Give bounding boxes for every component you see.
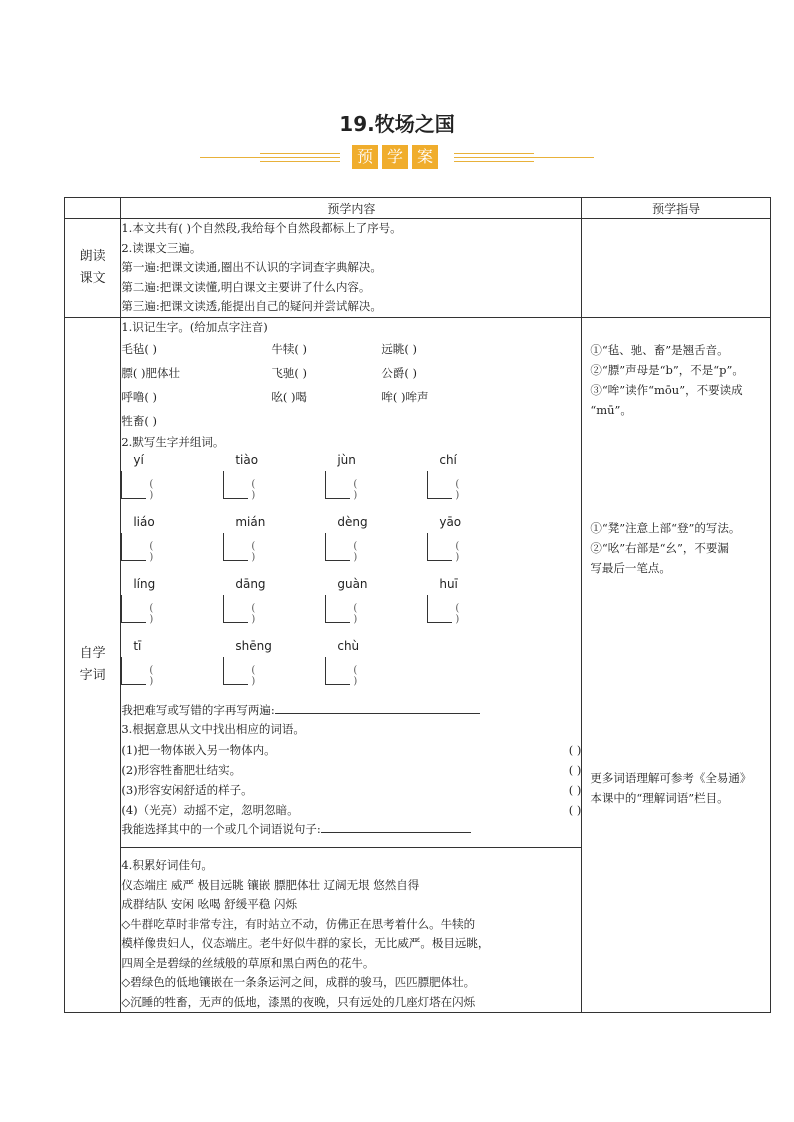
banner-char: 学 bbox=[382, 145, 408, 169]
guide-line: ①“凳”注意上部“登”的写法。 bbox=[590, 520, 741, 535]
q4-sentence: 四周全是碧绿的丝绒般的草原和黑白两色的花牛。 bbox=[121, 955, 375, 970]
writing-box[interactable] bbox=[325, 471, 350, 499]
pinyin-label: dèng bbox=[337, 514, 368, 529]
section-label-reading: 朗读 课文 bbox=[65, 219, 121, 318]
pinyin-label: yāo bbox=[439, 514, 462, 529]
pinyin-item bbox=[325, 515, 427, 577]
word-blank[interactable]: ( ) bbox=[149, 664, 176, 687]
banner-char: 预 bbox=[352, 145, 378, 169]
pinyin-item bbox=[325, 453, 427, 515]
reading-line: 第一遍:把课文读通,圈出不认识的字词查字典解决。 bbox=[121, 260, 382, 274]
writing-box[interactable] bbox=[121, 533, 146, 561]
q3-item: (1)把一物体嵌入另一物体内。 ( ) bbox=[121, 740, 581, 760]
word-item: 飞驰( ) bbox=[271, 366, 307, 380]
writing-box[interactable] bbox=[121, 595, 146, 623]
q3-sentence: 我能选择其中的一个或几个词语说句子: bbox=[121, 820, 581, 840]
header-guide: 预学指导 bbox=[582, 198, 771, 219]
pinyin-item bbox=[121, 515, 223, 577]
word-blank[interactable]: ( ) bbox=[149, 478, 176, 501]
writing-box[interactable] bbox=[121, 657, 146, 685]
q4-words: 成群结队 安闲 吆喝 舒缓平稳 闪烁 bbox=[121, 897, 297, 911]
pinyin-item bbox=[427, 577, 529, 639]
writing-box[interactable] bbox=[427, 595, 452, 623]
writing-box[interactable] bbox=[223, 471, 248, 499]
pinyin-item bbox=[325, 577, 427, 639]
word-blank[interactable]: ( ) bbox=[251, 478, 278, 501]
pinyin-label: huī bbox=[439, 576, 458, 591]
section-label-study: 自学 字词 bbox=[65, 317, 121, 1013]
pinyin-label: yí bbox=[133, 452, 144, 467]
writing-box[interactable] bbox=[427, 471, 452, 499]
q4-sentence: ◇碧绿色的低地镶嵌在一条条运河之间，成群的骏马，匹匹膘肥体壮。 bbox=[121, 975, 476, 989]
page-title: 19.牧场之国 bbox=[339, 112, 455, 136]
answer-blank[interactable]: ( ) bbox=[568, 762, 582, 777]
reading-line: 第二遍:把课文读懂,明白课文主要讲了什么内容。 bbox=[121, 279, 371, 294]
writing-box[interactable] bbox=[325, 657, 350, 685]
word-blank[interactable]: ( ) bbox=[251, 602, 278, 625]
banner-char: 案 bbox=[412, 145, 438, 169]
pinyin-label: chí bbox=[439, 452, 457, 467]
pinyin-label: shēng bbox=[235, 638, 272, 653]
word-item: 远眺( ) bbox=[381, 342, 417, 356]
word-blank[interactable]: ( ) bbox=[149, 540, 176, 563]
study-content bbox=[121, 317, 582, 1013]
reading-line: 第三遍:把课文读透,能提出自己的疑问并尝试解决。 bbox=[121, 299, 382, 313]
pinyin-label: dāng bbox=[235, 576, 266, 591]
pinyin-row bbox=[121, 515, 581, 577]
pinyin-label: guàn bbox=[337, 576, 368, 591]
pinyin-label: liáo bbox=[133, 514, 155, 529]
q4-sentence: ◇牛群吃草时非常专注，有时站立不动，仿佛正在思考着什么。牛犊的 bbox=[121, 916, 476, 931]
pinyin-item bbox=[121, 577, 223, 639]
q4-title: 4.积累好词佳句。 bbox=[121, 858, 213, 872]
pinyin-label: chù bbox=[337, 638, 360, 653]
guide-line: 更多词语理解可参考《全易通》 bbox=[590, 770, 752, 785]
word-item: 公爵( ) bbox=[381, 366, 417, 380]
word-item: 膘( )肥体壮 bbox=[121, 366, 180, 380]
word-blank[interactable]: ( ) bbox=[353, 478, 380, 501]
pinyin-item bbox=[223, 453, 325, 515]
pinyin-item bbox=[427, 515, 529, 577]
word-blank[interactable]: ( ) bbox=[353, 664, 380, 687]
rewrite-blank[interactable] bbox=[275, 713, 480, 714]
pinyin-item bbox=[427, 453, 529, 515]
q1-words bbox=[121, 337, 581, 433]
pinyin-item bbox=[325, 639, 427, 701]
reading-line: 2.读课文三遍。 bbox=[121, 240, 202, 255]
q1-title: 1.识记生字。(给加点字注音) bbox=[121, 319, 268, 334]
pinyin-row bbox=[121, 577, 581, 639]
q3-item: (4)（光亮）动摇不定，忽明忽暗。 ( ) bbox=[121, 800, 581, 820]
guide-line: “mū”。 bbox=[590, 402, 632, 417]
word-blank[interactable]: ( ) bbox=[455, 540, 482, 563]
reading-content bbox=[121, 219, 582, 318]
guide-line: ③“哞”读作“mōu”，不要读成 bbox=[590, 382, 743, 397]
study-table bbox=[64, 197, 771, 1013]
q3-item: (2)形容牲畜肥壮结实。 ( ) bbox=[121, 760, 581, 780]
banner bbox=[200, 145, 594, 171]
q4-sentence: 模样像贵妇人，仪态端庄。老牛好似牛群的家长，无比威严。极目远眺， bbox=[121, 936, 490, 950]
pinyin-item bbox=[223, 639, 325, 701]
word-item: 呼噜( ) bbox=[121, 390, 157, 404]
study-guide bbox=[582, 317, 771, 1013]
writing-box[interactable] bbox=[427, 533, 452, 561]
reading-guide bbox=[582, 219, 771, 318]
word-blank[interactable]: ( ) bbox=[149, 602, 176, 625]
pinyin-label: mián bbox=[235, 514, 266, 529]
guide-line: ①“毡、驰、畜”是翘舌音。 bbox=[590, 342, 729, 357]
pinyin-label: jùn bbox=[337, 452, 356, 467]
word-item: 吆( )喝 bbox=[271, 390, 307, 404]
word-blank[interactable]: ( ) bbox=[455, 478, 482, 501]
word-blank[interactable]: ( ) bbox=[251, 540, 278, 563]
writing-box[interactable] bbox=[325, 533, 350, 561]
pinyin-item bbox=[121, 453, 223, 515]
pinyin-label: líng bbox=[133, 576, 156, 591]
guide-line: ②“吆”右部是“幺”，不要漏 bbox=[590, 540, 729, 555]
pinyin-row bbox=[121, 639, 581, 701]
pinyin-writing-area bbox=[121, 453, 581, 701]
q2-title: 2.默写生字并组词。 bbox=[121, 435, 225, 449]
word-item: 牛犊( ) bbox=[271, 342, 307, 356]
reading-line: 1.本文共有( )个自然段,我给每个自然段都标上了序号。 bbox=[121, 221, 402, 235]
pinyin-row bbox=[121, 453, 581, 515]
rewrite-line: 我把难写或写错的字再写两遍: bbox=[121, 701, 581, 721]
header-blank bbox=[65, 198, 121, 219]
pinyin-item bbox=[121, 639, 223, 701]
divider bbox=[121, 839, 581, 848]
word-blank[interactable]: ( ) bbox=[251, 664, 278, 687]
word-item: 哞( )哞声 bbox=[381, 390, 429, 404]
word-blank[interactable]: ( ) bbox=[353, 540, 380, 563]
guide-line: 写最后一笔点。 bbox=[590, 560, 671, 575]
q4-words: 仪态端庄 威严 极目远眺 镶嵌 膘肥体壮 辽阔无垠 悠然自得 bbox=[121, 877, 420, 892]
q3-title: 3.根据意思从文中找出相应的词语。 bbox=[121, 722, 305, 736]
writing-box[interactable] bbox=[223, 533, 248, 561]
writing-box[interactable] bbox=[223, 657, 248, 685]
word-item: 牲畜( ) bbox=[121, 414, 157, 428]
pinyin-item bbox=[223, 577, 325, 639]
pinyin-label: tī bbox=[133, 638, 142, 653]
q4-sentence: ◇沉睡的牲畜，无声的低地，漆黑的夜晚，只有远处的几座灯塔在闪烁 bbox=[121, 994, 476, 1009]
word-item: 毛毡( ) bbox=[121, 342, 157, 356]
pinyin-item bbox=[223, 515, 325, 577]
writing-box[interactable] bbox=[121, 471, 146, 499]
writing-box[interactable] bbox=[325, 595, 350, 623]
writing-box[interactable] bbox=[223, 595, 248, 623]
answer-blank[interactable]: ( ) bbox=[568, 782, 582, 797]
q3-item: (3)形容安闲舒适的样子。 ( ) bbox=[121, 780, 581, 800]
sentence-blank[interactable] bbox=[321, 832, 471, 833]
word-blank[interactable]: ( ) bbox=[455, 602, 482, 625]
answer-blank[interactable]: ( ) bbox=[568, 802, 582, 817]
header-content: 预学内容 bbox=[121, 198, 582, 219]
guide-line: ②“膘”声母是“b”，不是“p”。 bbox=[590, 362, 744, 377]
word-blank[interactable]: ( ) bbox=[353, 602, 380, 625]
guide-line: 本课中的“理解词语”栏目。 bbox=[590, 790, 729, 805]
pinyin-label: tiào bbox=[235, 452, 259, 467]
answer-blank[interactable]: ( ) bbox=[568, 742, 582, 757]
